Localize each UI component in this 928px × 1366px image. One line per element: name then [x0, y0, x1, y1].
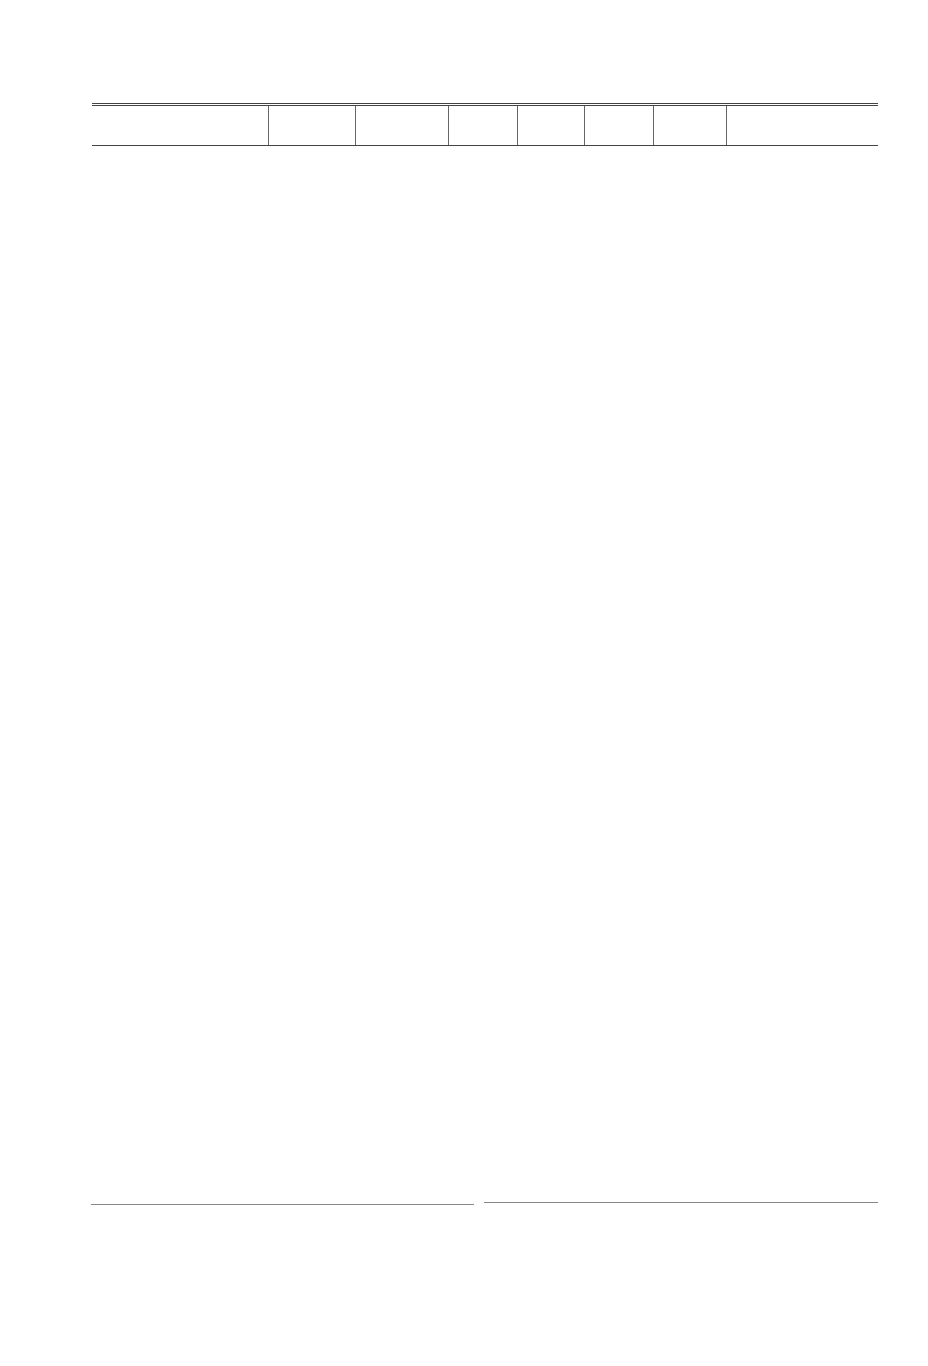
col-header-brinell — [449, 105, 518, 146]
right-footnote-rule — [484, 1202, 878, 1203]
figure-14 — [112, 828, 472, 1058]
col-header-upplosning — [269, 105, 356, 146]
col-header-anm — [727, 105, 879, 146]
col-header-forlang — [654, 105, 727, 146]
col-header-legering — [92, 105, 269, 146]
col-header-brott — [518, 105, 585, 146]
col-header-strack — [585, 105, 654, 146]
col-header-utfallning — [356, 105, 449, 146]
figure-14-graphics — [112, 828, 472, 1058]
left-footnote-rule — [91, 1204, 474, 1205]
table-header-row — [92, 105, 878, 146]
alloy-table — [92, 103, 878, 146]
